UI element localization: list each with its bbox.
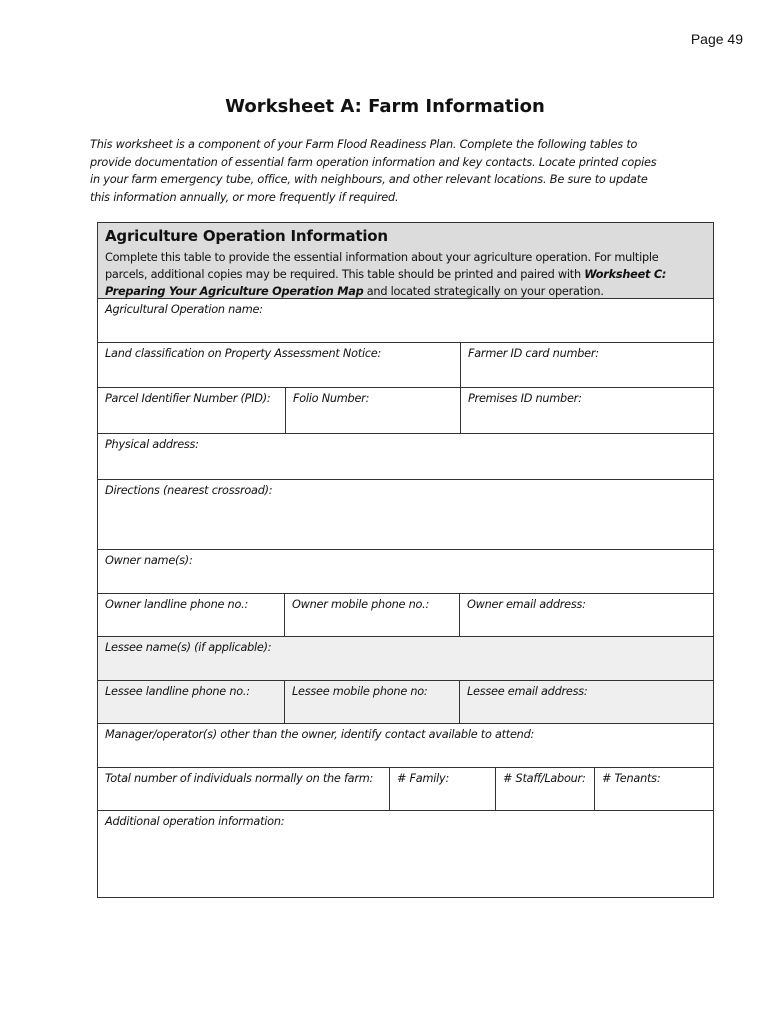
- section-desc-line3: and located strategically on your operation.: [363, 285, 604, 298]
- folio-number-field[interactable]: Folio Number:: [286, 388, 461, 434]
- total-individuals-field[interactable]: Total number of individuals normally on the farm:: [98, 768, 390, 811]
- section-header: [98, 223, 713, 299]
- section-desc-line2: parcels, additional copies may be required. This table should be printed and paired with: [105, 268, 585, 281]
- page-number: Page 49: [690, 31, 743, 47]
- owner-names-field[interactable]: Owner name(s):: [98, 550, 713, 594]
- section-desc-line1: Complete this table to provide the essential information about your agriculture operation. For multiple: [105, 251, 659, 264]
- farm-information-form: [97, 222, 714, 898]
- section-title: Agriculture Operation Information: [105, 227, 388, 245]
- owner-email-field[interactable]: Owner email address:: [460, 594, 713, 637]
- intro-line: this information annually, or more frequently if required.: [90, 190, 399, 204]
- additional-info-field[interactable]: Additional operation information:: [105, 815, 285, 828]
- section-description: [105, 249, 705, 300]
- operation-name-field[interactable]: Agricultural Operation name:: [98, 299, 713, 343]
- family-count-field[interactable]: # Family:: [390, 768, 496, 811]
- intro-line: in your farm emergency tube, office, with neighbours, and other relevant locations. Be sure to update: [90, 173, 648, 186]
- staff-count-field[interactable]: # Staff/Labour:: [496, 768, 595, 811]
- page-title: Worksheet A: Farm Information: [225, 96, 545, 117]
- farmer-id-field[interactable]: Farmer ID card number:: [461, 343, 713, 388]
- lessee-email-field[interactable]: Lessee email address:: [460, 681, 713, 724]
- directions-field[interactable]: Directions (nearest crossroad):: [98, 480, 713, 550]
- lessee-names-field[interactable]: Lessee name(s) (if applicable):: [98, 637, 713, 681]
- tenants-count-field[interactable]: # Tenants:: [595, 768, 713, 811]
- intro-line: This worksheet is a component of your Farm Flood Readiness Plan. Complete the following tables to: [90, 138, 638, 151]
- worksheet-c-reference: Worksheet C:: [584, 268, 667, 281]
- lessee-landline-field[interactable]: Lessee landline phone no.:: [98, 681, 285, 724]
- physical-address-field[interactable]: Physical address:: [98, 434, 713, 480]
- intro-paragraph: [90, 136, 690, 206]
- land-classification-field[interactable]: Land classification on Property Assessment Notice:: [98, 343, 461, 388]
- premises-id-field[interactable]: Premises ID number:: [461, 388, 713, 434]
- owner-mobile-field[interactable]: Owner mobile phone no.:: [285, 594, 460, 637]
- owner-landline-field[interactable]: Owner landline phone no.:: [98, 594, 285, 637]
- map-worksheet-reference: Preparing Your Agriculture Operation Map: [105, 285, 364, 298]
- manager-operator-field[interactable]: Manager/operator(s) other than the owner, identify contact available to attend:: [98, 724, 713, 768]
- pid-field[interactable]: Parcel Identifier Number (PID):: [98, 388, 286, 434]
- lessee-mobile-field[interactable]: Lessee mobile phone no:: [285, 681, 460, 724]
- intro-line: provide documentation of essential farm operation information and key contacts. Locate printed copies: [90, 155, 657, 169]
